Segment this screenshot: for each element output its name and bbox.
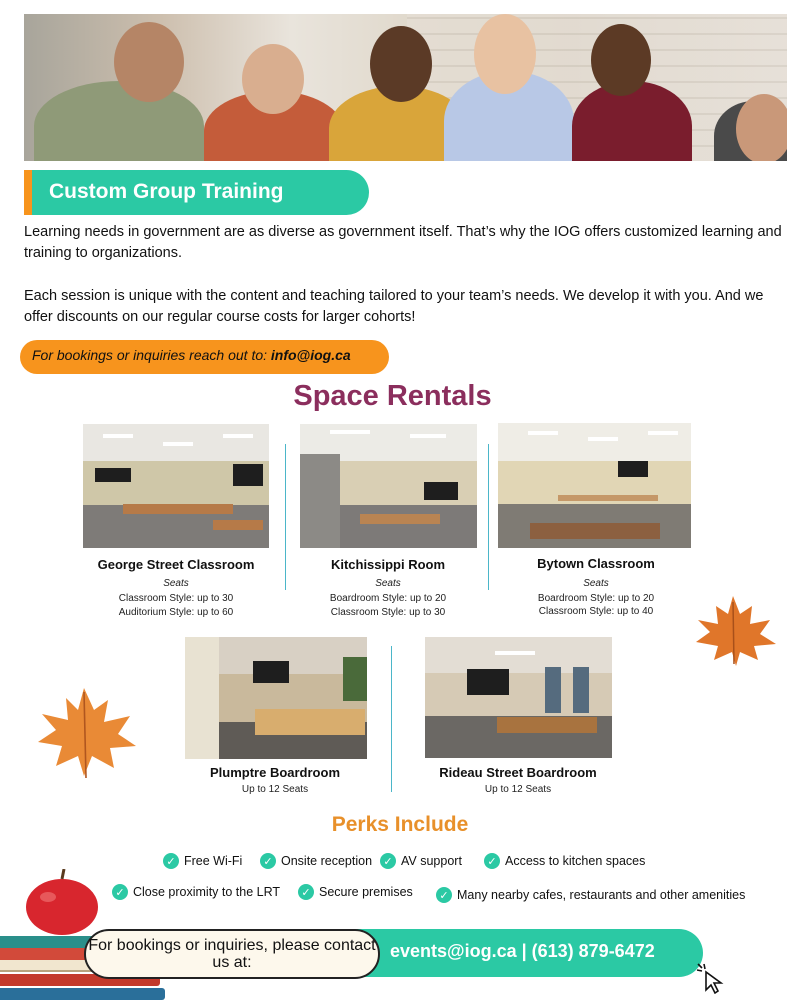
cursor-click-icon [694,962,726,994]
bytown-photo [498,423,691,548]
person-head [114,22,184,102]
perk-item: ✓ AV support [380,853,462,869]
person-head [474,14,536,94]
contact-lead: For bookings or inquiries reach out to: [32,347,271,363]
perk-item: ✓ Many nearby cafes, restaurants and other amenities [436,887,745,903]
contact-pill [20,340,389,374]
room-name-george-street: George Street Classroom [97,557,255,572]
room-seat-line: Boardroom Style: up to 20 [329,593,447,604]
room-seat-line: Classroom Style: up to 40 [538,606,654,617]
perk-item: ✓ Close proximity to the LRT [112,884,280,900]
room-seats-heading: Seats [583,578,609,589]
perk-item: ✓ Free Wi-Fi [163,853,242,869]
room-seat-line: Auditorium Style: up to 60 [118,607,234,618]
maple-leaf-icon [688,592,778,670]
hero-photo [24,14,787,161]
room-seat-line: Classroom Style: up to 30 [118,593,234,604]
perk-item: ✓ Onsite reception [260,853,372,869]
check-icon: ✓ [380,853,396,869]
check-icon: ✓ [112,884,128,900]
person-head [591,24,651,96]
apple-icon [24,869,100,935]
room-seat-line: Boardroom Style: up to 20 [537,593,655,604]
check-icon: ✓ [163,853,179,869]
room-name-rideau-street: Rideau Street Boardroom [439,765,597,780]
room-name-bytown: Bytown Classroom [537,556,655,571]
check-icon: ✓ [436,887,452,903]
room-seats-heading: Seats [163,578,189,589]
perk-item: ✓ Secure premises [298,884,413,900]
plumptre-photo [185,637,367,759]
person-head [370,26,432,102]
room-seat-line: Classroom Style: up to 30 [330,607,446,618]
person-head [242,44,304,114]
section-title: Custom Group Training [49,180,284,203]
space-rentals-title: Space Rentals [293,380,492,412]
footer-contact-details[interactable]: events@iog.ca | (613) 879-6472 [390,941,655,961]
check-icon: ✓ [260,853,276,869]
divider [488,444,489,590]
kitchissippi-photo [300,424,477,548]
footer-prompt-pill: For bookings or inquiries, please contact us at: [84,929,380,979]
person-silhouette [34,81,204,161]
room-seats-heading: Seats [375,578,401,589]
george-street-photo [83,424,269,548]
room-seat-line: Up to 12 Seats [484,784,552,795]
room-name-plumptre: Plumptre Boardroom [209,765,340,780]
intro-paragraph-2: Each session is unique with the content and teaching tailored to your team’s needs. We develop it with you. And we offer discounts on our regular course costs for larger cohorts! [24,288,764,325]
rideau-street-photo [425,637,612,758]
perks-title: Perks Include [331,813,469,836]
intro-paragraph-1: Learning needs in government are as diverse as government itself. That’s why the IOG offers customized learning and training to organizations. [24,224,782,261]
section-title-pill [24,170,369,215]
divider [391,646,392,792]
contact-email-link[interactable]: info@iog.ca [270,347,351,363]
maple-leaf-icon [34,684,138,780]
room-name-kitchissippi: Kitchissippi Room [330,557,446,572]
perk-item: ✓ Access to kitchen spaces [484,853,645,869]
room-seat-line: Up to 12 Seats [241,784,309,795]
person-head [736,94,787,161]
check-icon: ✓ [484,853,500,869]
check-icon: ✓ [298,884,314,900]
divider [285,444,286,590]
